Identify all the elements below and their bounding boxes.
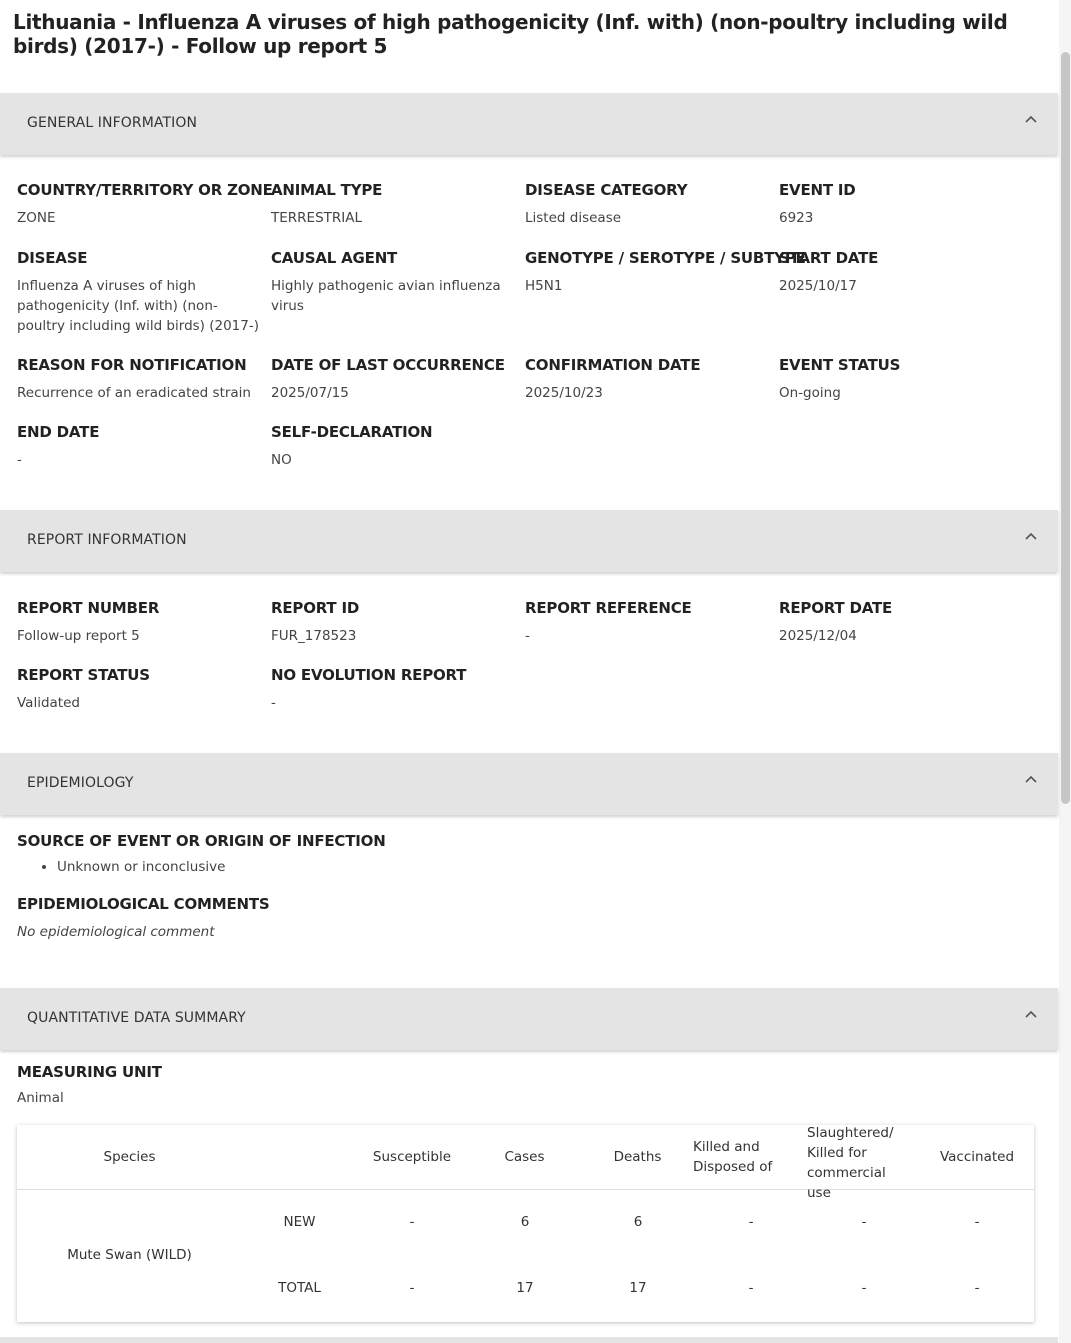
total-slaughtered: - (861, 1280, 867, 1296)
field-value: Influenza A viruses of high pathogenicity (Inf. with) (non-poultry including wild birds) (2017-) (17, 278, 259, 334)
field-label: CONFIRMATION DATE (525, 356, 701, 374)
column-header-deaths: Deaths (613, 1149, 662, 1165)
scrollbar-thumb[interactable] (1061, 52, 1070, 804)
field-value: H5N1 (525, 278, 563, 294)
list-item: • Unknown or inconclusive (57, 855, 225, 879)
field-animal-type (271, 180, 521, 228)
field-value: - (17, 452, 22, 468)
field-value: TERRESTRIAL (271, 210, 362, 226)
page-title: Lithuania - Influenza A viruses of high pathogenicity (Inf. with) (non-poultry including wild birds) (2017-) - Follow up report 5 (13, 10, 1008, 58)
new-killed-disposed: - (748, 1214, 754, 1230)
field-report-status (17, 665, 267, 713)
next-section-header-edge[interactable] (0, 1337, 1058, 1343)
field-label: REPORT STATUS (17, 666, 150, 684)
field-label: REASON FOR NOTIFICATION (17, 356, 247, 374)
field-value: Recurrence of an eradicated strain (17, 385, 251, 401)
field-label: SELF-DECLARATION (271, 423, 433, 441)
species-name: Mute Swan (WILD) (67, 1247, 192, 1263)
field-report-date (779, 598, 1029, 646)
total-deaths: 17 (629, 1280, 647, 1296)
field-value: Follow-up report 5 (17, 628, 140, 644)
field-end-date (17, 422, 267, 470)
field-disease (17, 248, 262, 336)
field-reason (17, 355, 267, 403)
section-title: REPORT INFORMATION (27, 532, 187, 548)
field-value: NO (271, 452, 292, 468)
column-header-killed-and-disposed: Killed and Disposed of (693, 1139, 773, 1175)
field-label: SOURCE OF EVENT OR ORIGIN OF INFECTION (17, 832, 386, 850)
field-value: 2025/10/17 (779, 278, 857, 294)
field-label: REPORT NUMBER (17, 599, 160, 617)
section-header-quantitative-data-summary[interactable] (0, 988, 1058, 1050)
field-label: DATE OF LAST OCCURRENCE (271, 356, 505, 374)
field-genotype (525, 248, 806, 296)
section-title: EPIDEMIOLOGY (27, 775, 134, 791)
field-event-id (779, 180, 1029, 228)
field-value: 2025/07/15 (271, 385, 349, 401)
field-report-id (271, 598, 521, 646)
section-title: QUANTITATIVE DATA SUMMARY (27, 1010, 246, 1026)
field-value: Listed disease (525, 210, 622, 226)
field-value: 6923 (779, 210, 814, 226)
field-value: Highly pathogenic avian influenza virus (271, 278, 501, 314)
table-header-row (17, 1125, 1034, 1201)
field-value: - (525, 628, 530, 644)
field-last-occurrence (271, 355, 521, 403)
field-disease-category (525, 180, 775, 228)
new-deaths: 6 (633, 1214, 643, 1230)
field-country (17, 180, 273, 228)
field-self-declaration (271, 422, 521, 470)
field-label: DISEASE CATEGORY (525, 181, 688, 199)
new-slaughtered: - (861, 1214, 867, 1230)
field-label: EPIDEMIOLOGICAL COMMENTS (17, 895, 270, 913)
field-label: DISEASE (17, 249, 88, 267)
field-value: On-going (779, 385, 841, 401)
field-epidemiological-comments (17, 894, 517, 942)
field-confirmation-date (525, 355, 775, 403)
field-label: COUNTRY/TERRITORY OR ZONE (17, 181, 273, 199)
field-value: FUR_178523 (271, 628, 357, 644)
field-label: EVENT STATUS (779, 356, 901, 374)
field-value: ZONE (17, 210, 56, 226)
quantitative-data-table (17, 1125, 1034, 1322)
field-value: Animal (17, 1090, 64, 1106)
row-label-total: TOTAL (278, 1280, 321, 1296)
field-label: REPORT DATE (779, 599, 893, 617)
source-list (17, 855, 225, 879)
field-value: 2025/12/04 (779, 628, 857, 644)
column-header-cases: Cases (504, 1149, 545, 1165)
total-killed-disposed: - (748, 1280, 754, 1296)
total-vaccinated: - (974, 1280, 980, 1296)
total-cases: 17 (516, 1280, 534, 1296)
row-label-new: NEW (283, 1214, 316, 1230)
field-source-of-event (17, 831, 517, 851)
field-label: EVENT ID (779, 181, 856, 199)
field-report-reference (525, 598, 775, 646)
field-start-date (779, 248, 1029, 296)
field-event-status (779, 355, 1029, 403)
field-label: ANIMAL TYPE (271, 181, 383, 199)
field-label: END DATE (17, 423, 100, 441)
field-label: NO EVOLUTION REPORT (271, 666, 467, 684)
section-header-general-information[interactable] (0, 93, 1058, 155)
column-header-susceptible: Susceptible (372, 1149, 452, 1165)
field-value: 2025/10/23 (525, 385, 603, 401)
column-header-vaccinated: Vaccinated (939, 1149, 1015, 1165)
section-header-report-information[interactable] (0, 510, 1058, 572)
field-report-number (17, 598, 267, 646)
section-header-epidemiology[interactable] (0, 753, 1058, 815)
field-label: MEASURING UNIT (17, 1063, 162, 1081)
chevron-up-icon[interactable] (1024, 530, 1038, 544)
field-value: - (271, 695, 276, 711)
new-susceptible: - (409, 1214, 415, 1230)
chevron-up-icon[interactable] (1024, 1008, 1038, 1022)
column-header-slaughtered: Slaughtered/ Killed for commercial use (807, 1125, 894, 1201)
field-no-evolution-report (271, 665, 521, 713)
field-value: Validated (17, 695, 80, 711)
field-label: GENOTYPE / SEROTYPE / SUBTYPE (525, 249, 806, 267)
column-header-species: Species (103, 1149, 156, 1165)
field-label: START DATE (779, 249, 879, 267)
field-label: REPORT REFERENCE (525, 599, 692, 617)
field-causal-agent (271, 248, 516, 316)
total-susceptible: - (409, 1280, 415, 1296)
chevron-up-icon[interactable] (1024, 773, 1038, 787)
chevron-up-icon[interactable] (1024, 113, 1038, 127)
new-vaccinated: - (974, 1214, 980, 1230)
new-cases: 6 (520, 1214, 530, 1230)
field-value: No epidemiological comment (17, 924, 215, 940)
field-label: CAUSAL AGENT (271, 249, 398, 267)
field-measuring-unit (17, 1062, 267, 1108)
field-label: REPORT ID (271, 599, 360, 617)
section-title: GENERAL INFORMATION (27, 115, 198, 131)
